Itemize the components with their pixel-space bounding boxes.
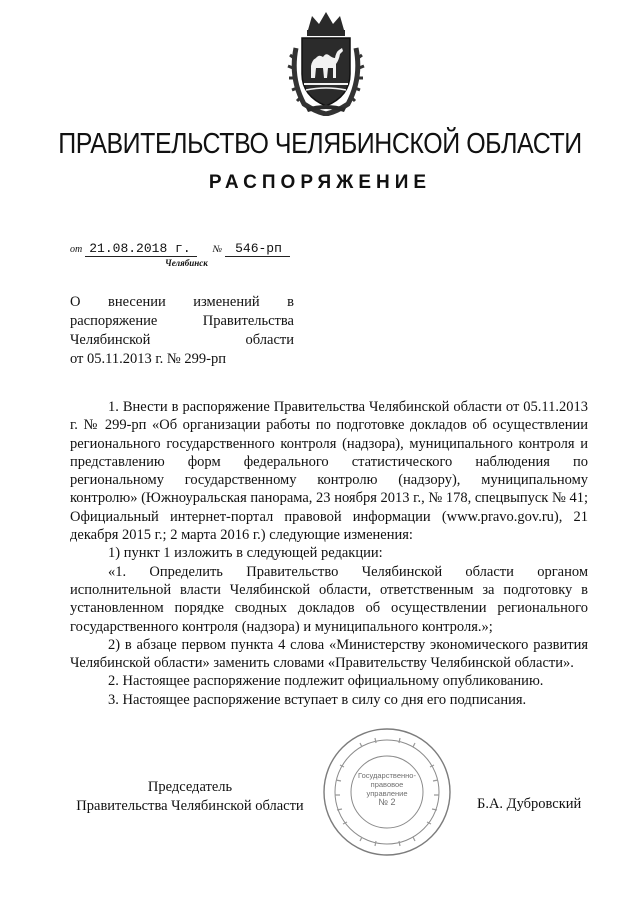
document-date: 21.08.2018 г. xyxy=(85,241,196,257)
signatory-title-line: Председатель xyxy=(147,779,233,795)
stamp-text-line: № 2 xyxy=(378,797,396,807)
body-paragraph: 2) в абзаце первом пункта 4 слова «Министерству экономического развития Челябинской области» заменить словами «Правительству Челябинской области». xyxy=(70,636,588,672)
signatory-title-line: Правительства Челябинской области xyxy=(76,798,304,814)
coat-of-arms-emblem-icon xyxy=(286,8,366,116)
stamp-text-line: управление xyxy=(366,789,408,798)
date-prefix: от xyxy=(70,244,83,255)
subject-line: от 05.11.2013 г. № 299-рп xyxy=(70,351,226,367)
document-body xyxy=(70,398,588,709)
stamp-text-line: правовое xyxy=(370,780,404,789)
body-paragraph: 3. Настоящее распоряжение вступает в силу со дня его подписания. xyxy=(108,691,527,708)
document-subject xyxy=(70,293,294,369)
document-city: Челябинск xyxy=(165,258,208,268)
body-paragraph: «1. Определить Правительство Челябинской области органом исполнительной власти Челябинской области, ответственным за подготовку в установленном порядке сводных докладов об осуществлении регионального государственного контроля (надзора) и муниципального контроля.»; xyxy=(70,563,588,635)
document-dateline xyxy=(70,241,290,257)
subject-line: О внесении изменений в xyxy=(70,294,294,310)
signatory-name: Б.А. Дубровский xyxy=(477,796,582,812)
body-paragraph: 1. Внести в распоряжение Правительства Челябинской области от 05.11.2013 г. № 299-рп «Об организации работы по подготовке докладов об осуществлении регионального государственного контроля (надзора), муниципального контроля и представлению форм федерального статистического наблюдения по региональному государственному контролю (надзору), муниципальному контролю» (Южноуральская панорама, 23 ноября 2013 г., № 178, спецвыпуск № 41; Официальный интернет-портал правовой информации (www.pravo.gov.ru), 21 декабря 2015 г.; 2 марта 2016 г.) следующие изменения: xyxy=(70,399,588,544)
official-stamp xyxy=(320,725,455,860)
subject-line: Челябинской области xyxy=(70,332,294,348)
document-number: 546-рп xyxy=(225,241,290,257)
number-prefix: № xyxy=(212,244,223,255)
signatory-title xyxy=(70,778,310,816)
body-paragraph: 1) пункт 1 изложить в следующей редакции: xyxy=(108,545,383,562)
stamp-text-line: Государственно- xyxy=(358,771,416,780)
stamp-text xyxy=(356,771,418,807)
subject-line: распоряжение Правительства xyxy=(70,313,294,329)
document-type-title: РАСПОРЯЖЕНИЕ xyxy=(208,172,432,193)
government-title: ПРАВИТЕЛЬСТВО ЧЕЛЯБИНСКОЙ ОБЛАСТИ xyxy=(58,128,582,160)
body-paragraph: 2. Настоящее распоряжение подлежит официальному опубликованию. xyxy=(108,673,544,690)
